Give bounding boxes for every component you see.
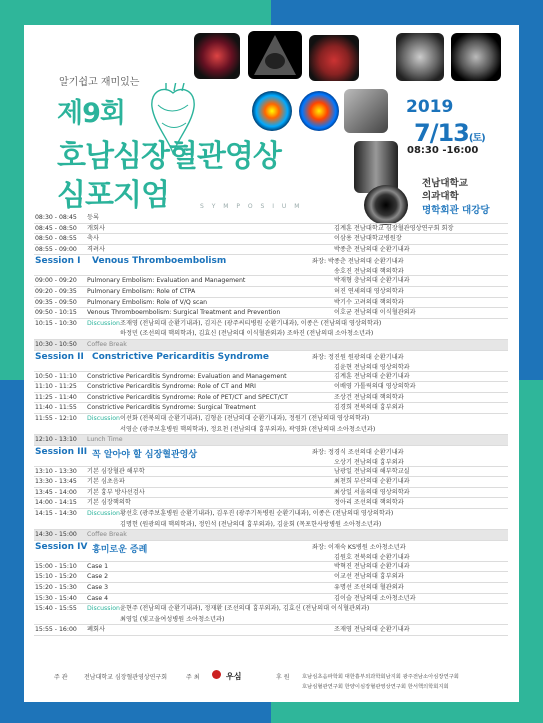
discussion-panel-2: 하정민 (조선의대 핵의학과), 김효신 (전남의대 이식혈관외과) 조하진 (전남의대 소아청소년과) (120, 330, 374, 338)
row-time: 10:30 - 10:50 (35, 340, 77, 348)
row-topic: 기본 심장혈관 해부학 (87, 467, 145, 475)
cardiac-scan-image-1 (194, 33, 240, 79)
event-year: 2019 (406, 97, 454, 117)
row-time: 12:10 - 13:10 (35, 436, 77, 444)
row-topic: Constrictive Pericarditis Syndrome: Surgical Treatment (87, 404, 256, 412)
title-number: 제9회 (57, 98, 125, 129)
session-chair-2: 김원호 전북의대 순환기내과 (334, 553, 410, 561)
program-row (34, 562, 508, 573)
row-topic: Discussion (87, 319, 120, 327)
row-time: 10:50 - 11:10 (35, 372, 77, 380)
venue-line-1: 전남대학교 (422, 178, 468, 189)
row-time: 15:10 - 15:20 (35, 573, 77, 581)
support-label: 후 원 (276, 674, 290, 681)
row-time: 08:30 - 08:45 (35, 214, 77, 221)
row-topic: 기본 심초음파 (87, 478, 125, 486)
program-row (34, 245, 508, 256)
row-topic: Case 4 (87, 594, 109, 602)
program-row (34, 488, 508, 499)
row-topic: Coffee Break (87, 340, 127, 348)
program-row (34, 224, 508, 235)
program-row (34, 393, 508, 404)
row-topic: 개회사 (87, 224, 105, 232)
program-row (34, 467, 508, 478)
discussion-panel-2: 최영일 (빛고을여성병원 소아청소년과) (120, 615, 225, 623)
program-row (34, 572, 508, 583)
heart-illustration-icon (144, 83, 202, 161)
row-speaker: 김이슬 전남의대 소아청소년과 (334, 594, 416, 602)
discussion-row (34, 319, 508, 330)
session-chair-1: 좌장: 정경식 조선의대 순환기내과 (312, 448, 404, 456)
program-row (34, 403, 508, 414)
session-chair-2: 김윤현 전남의대 영상의학과 (334, 363, 410, 371)
row-time: 14:30 - 15:00 (35, 531, 77, 539)
row-speaker: 남광일 전남의대 해부학교실 (334, 467, 410, 475)
sponsor-label: 주 최 (186, 674, 200, 681)
row-time: 15:20 - 15:30 (35, 584, 77, 592)
row-speaker: 김계훈 전남대학교 심장혈관영상연구회 회장 (334, 224, 454, 232)
nuclear-scan-image-2 (299, 91, 339, 131)
row-time: 11:10 - 11:25 (35, 383, 77, 391)
nuclear-scan-image-1 (252, 91, 292, 131)
row-time: 10:15 - 10:30 (35, 319, 77, 327)
session-chair-2: 오상기 전남의대 흉부외과 (334, 458, 404, 466)
row-topic: Constrictive Pericarditis Syndrome: Role of CT and MRI (87, 383, 256, 391)
sponsor-logo-text: 우심 (226, 672, 242, 681)
row-topic: Lunch Time (87, 436, 123, 444)
row-topic: 기본 흉부 방사선검사 (87, 488, 145, 496)
row-time: 11:40 - 11:55 (35, 404, 77, 412)
sponsor-logo-icon (212, 670, 221, 679)
footer (34, 670, 508, 696)
ct-scan-image (451, 33, 501, 81)
row-topic: Case 1 (87, 562, 109, 570)
session-title: Venous Thromboembolism (92, 256, 227, 267)
row-time: 11:55 - 12:10 (35, 414, 77, 422)
row-speaker: 이배영 가톨릭의대 영상의학과 (334, 383, 416, 391)
row-topic: Coffee Break (87, 531, 127, 539)
venue-line-3: 명학회관 대강당 (422, 205, 490, 216)
discussion-row (34, 604, 508, 615)
event-time: 08:30 -16:00 (407, 145, 479, 156)
row-topic: 기본 심장핵의학 (87, 499, 131, 507)
row-speaker: 박혁진 전남의대 순환기내과 (334, 562, 410, 570)
row-time: 11:25 - 11:40 (35, 393, 77, 401)
row-topic: 격려사 (87, 245, 105, 253)
row-time: 15:40 - 15:55 (35, 605, 77, 613)
support-line-2: 호남심혈관연구회 한양이심장혈관영상연구회 한서핵의학회지회 (302, 684, 449, 690)
row-time: 14:00 - 14:15 (35, 499, 77, 507)
row-speaker: 김계훈 전남의대 순환기내과 (334, 372, 410, 380)
row-speaker: 최천희 부산의대 순환기내과 (334, 478, 410, 486)
row-speaker: 정아리 조선의대 핵의학과 (334, 499, 404, 507)
program-row (34, 276, 508, 287)
discussion-row-cont (34, 425, 508, 436)
row-speaker: 박종춘 전남의대 순환기내과 (334, 245, 410, 253)
program-row (34, 287, 508, 298)
session-header (34, 446, 508, 467)
row-speaker: 박기수 고려의대 핵의학과 (334, 298, 404, 306)
angiogram-image (344, 89, 388, 133)
session-name: Session IV (35, 541, 88, 552)
discussion-panel-1: 황선호 (광주보훈병원 순환기내과), 김우진 (광주기독병원 순환기내과), 이종은 (전남의대 영상의학과) (120, 510, 394, 518)
session-title: 꼭 알아야 할 심장혈관영상 (92, 449, 198, 460)
row-topic: Discussion (87, 414, 120, 422)
discussion-row (34, 509, 508, 520)
discussion-panel-1: 이선화 (전북의대 순환기내과), 김형윤 (전남의대 순환기내과), 정원기 (전남의대 영상의학과) (120, 414, 370, 422)
host-name: 전남대학교 심장혈관영상연구회 (84, 674, 168, 681)
row-topic: 축사 (87, 235, 99, 243)
break-row (34, 340, 508, 351)
row-speaker: 이삼용 전남대학교병원장 (334, 235, 402, 243)
row-topic: Pulmonary Embolism: Role of V/Q scan (87, 298, 208, 306)
echocardiogram-image (248, 31, 302, 79)
discussion-row-cont (34, 615, 508, 626)
program-row (34, 382, 508, 393)
session-chair-1: 좌장: 이재숙 KS병원 소아청소년과 (312, 543, 406, 551)
break-row (34, 530, 508, 541)
row-speaker: 김경희 전북의대 흉부외과 (334, 404, 404, 412)
row-speaker: 이호균 전남의대 이식혈관외과 (334, 309, 416, 317)
session-chair-2: 송호진 전남의대 핵의학과 (334, 268, 404, 276)
row-time: 09:00 - 09:20 (35, 277, 77, 285)
program-row (34, 372, 508, 383)
row-time: 08:55 - 09:00 (35, 245, 77, 253)
row-speaker: 유명선 조선의대 혈관외과 (334, 584, 404, 592)
discussion-panel-2: 서영순 (광주보훈병원 핵의학과), 정요천 (전남의대 흉부외과), 곽영화 (전남의대 소아청소년과) (120, 425, 376, 433)
session-header (34, 351, 508, 372)
session-title: Constrictive Pericarditis Syndrome (92, 351, 269, 362)
session-title: 흥미로운 증례 (92, 544, 148, 555)
session-name: Session II (35, 351, 84, 362)
row-topic: Constrictive Pericarditis Syndrome: Evaluation and Management (87, 372, 287, 380)
row-topic: Constrictive Pericarditis Syndrome: Role of PET/CT and SPECT/CT (87, 393, 288, 401)
session-name: Session III (35, 446, 88, 457)
break-row (34, 435, 508, 446)
program-row (34, 498, 508, 509)
session-name: Session I (35, 256, 81, 267)
tagline: 알기쉽고 재미있는 (59, 77, 140, 88)
row-time: 15:00 - 15:10 (35, 562, 77, 570)
session-header (34, 255, 508, 276)
discussion-row-cont (34, 520, 508, 531)
title-line-2: 호남심장혈관영상 (57, 139, 281, 174)
discussion-row-cont (34, 329, 508, 340)
row-topic: Pulmonary Embolism: Role of CTPA (87, 287, 196, 295)
row-time: 15:55 - 16:00 (35, 626, 77, 634)
venue-line-2: 의과대학 (422, 191, 459, 202)
discussion-panel-1: 윤현주 (전남의대 순환기내과), 정재환 (조선의대 흉부외과), 김효신 (전남의대 이식혈관외과) (120, 605, 370, 613)
row-time: 09:35 - 09:50 (35, 298, 77, 306)
row-time: 09:20 - 09:35 (35, 287, 77, 295)
row-time: 14:15 - 14:30 (35, 510, 77, 518)
program-row (34, 583, 508, 594)
row-time: 13:10 - 13:30 (35, 467, 77, 475)
program-table (34, 213, 508, 636)
row-time: 09:50 - 10:15 (35, 309, 77, 317)
row-time: 08:50 - 08:55 (35, 235, 77, 243)
row-topic: Discussion (87, 510, 120, 518)
row-topic: Venous Thromboembolism: Surgical Treatment and Prevention (87, 309, 281, 317)
discussion-row (34, 414, 508, 425)
row-topic: Discussion (87, 605, 120, 613)
row-time: 15:30 - 15:40 (35, 594, 77, 602)
session-header (34, 541, 508, 562)
session-chair-1: 좌장: 박종춘 전남의대 순환기내과 (312, 258, 404, 266)
program-row (34, 477, 508, 488)
row-speaker: 조상건 전남의대 핵의학과 (334, 393, 404, 401)
host-label: 주 관 (54, 674, 68, 681)
row-speaker: 허진 연세의대 영상의학과 (334, 287, 404, 295)
program-row (34, 594, 508, 605)
program-row (34, 298, 508, 309)
row-topic: Case 3 (87, 584, 109, 592)
program-row (34, 213, 508, 224)
program-row (34, 234, 508, 245)
row-time: 13:45 - 14:00 (35, 488, 77, 496)
program-row (34, 308, 508, 319)
event-date: 7/13(토) (414, 119, 485, 147)
discussion-panel-1: 조재영 (전남의대 순환기내과), 김지은 (광주씨티병원 순환기내과), 이종은 (전남의대 영상의학과) (120, 319, 382, 327)
cardiac-3d-image (309, 35, 359, 81)
symposium-letters: S Y M P O S I U M (200, 203, 303, 210)
row-topic: 등록 (87, 214, 99, 221)
row-topic: 폐회사 (87, 626, 105, 634)
row-time: 13:30 - 13:45 (35, 478, 77, 486)
row-speaker: 이교선 전남의대 흉부외과 (334, 573, 404, 581)
support-line-1: 호남심초음파학회 대한흉부외과학회남지회 광주전남소아심장연구회 (302, 674, 459, 680)
title-line-3: 심포지엄 (57, 178, 169, 213)
row-speaker: 박재형 충남의대 순환기내과 (334, 277, 410, 285)
session-chair-1: 좌장: 정진원 원광의대 순환기내과 (312, 353, 404, 361)
row-time: 08:45 - 08:50 (35, 224, 77, 232)
program-row (34, 625, 508, 636)
row-topic: Pulmonary Embolism: Evaluation and Management (87, 277, 246, 285)
chest-xray-image (396, 33, 444, 81)
discussion-panel-2: 김명헌 (원광의대 핵의학과), 정인석 (전남의대 흉부외과), 김윤회 (목포한사랑병원 소아청소년과) (120, 520, 382, 528)
row-speaker: 최상일 서울의대 영상의학과 (334, 488, 410, 496)
row-topic: Case 2 (87, 573, 109, 581)
row-speaker: 조재영 전남의대 순환기내과 (334, 626, 410, 634)
